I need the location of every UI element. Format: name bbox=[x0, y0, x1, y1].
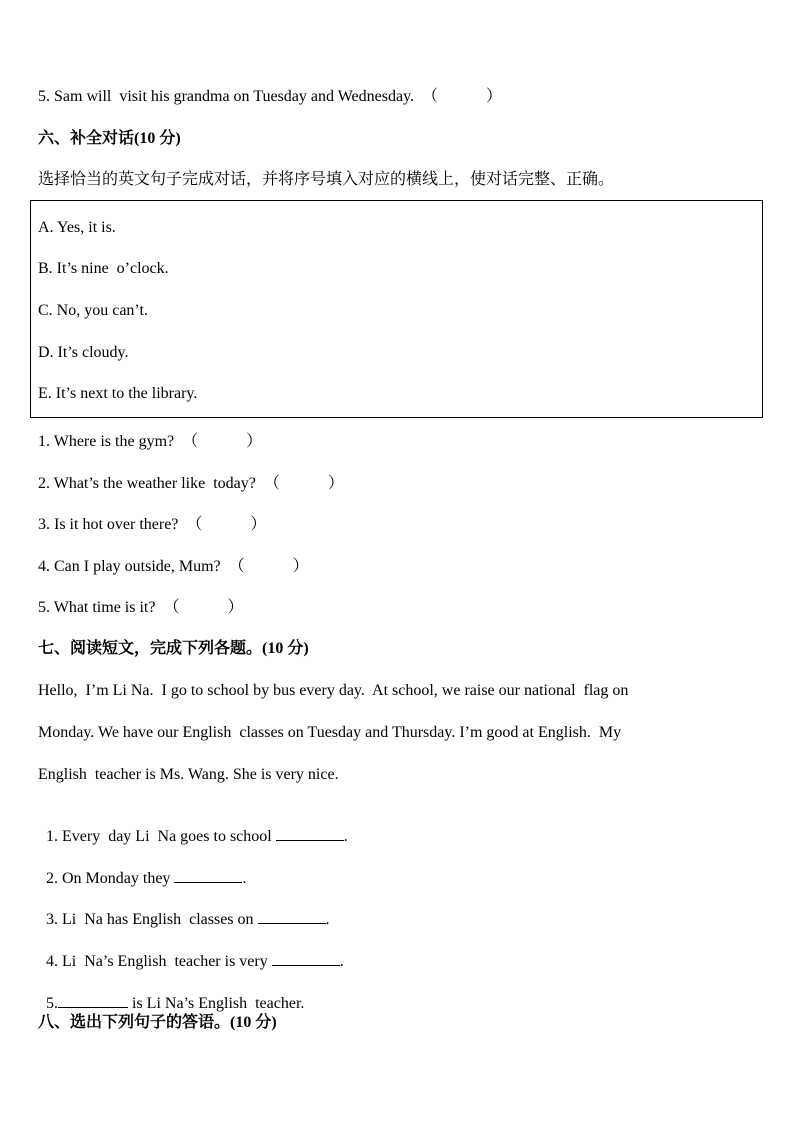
section-7-title: 七、阅读短文，完成下列各题。(10 分) bbox=[38, 640, 309, 657]
reading-question-5 bbox=[38, 973, 304, 1014]
option-c: C. No, you can’t. bbox=[38, 302, 148, 319]
section-6-instruction: 选择恰当的英文句子完成对话，并将序号填入对应的横线上，使对话完整、正确。 bbox=[38, 171, 615, 188]
dialog-question-3: 3. Is it hot over there? （ ） bbox=[38, 516, 267, 533]
reading-question-2-text: 2. On Monday they bbox=[46, 870, 175, 887]
reading-question-4 bbox=[38, 931, 344, 972]
reading-question-2 bbox=[38, 848, 246, 889]
option-d: D. It’s cloudy. bbox=[38, 344, 129, 361]
dialog-question-1: 1. Where is the gym? （ ） bbox=[38, 433, 263, 450]
answer-blank[interactable] bbox=[174, 868, 242, 883]
passage-line-1: Hello, I’m Li Na. I go to school by bus every day. At school, we raise our national flag on bbox=[38, 682, 629, 699]
reading-question-3 bbox=[38, 889, 330, 930]
reading-question-3-text: 3. Li Na has English classes on bbox=[46, 911, 258, 928]
question-5-top: 5. Sam will visit his grandma on Tuesday and Wednesday. （ ） bbox=[38, 88, 503, 105]
passage-line-3: English teacher is Ms. Wang. She is very nice. bbox=[38, 766, 339, 783]
answer-blank[interactable] bbox=[58, 993, 128, 1008]
passage-line-2: Monday. We have our English classes on Tuesday and Thursday. I’m good at English. My bbox=[38, 724, 622, 741]
reading-question-3-end: . bbox=[325, 911, 330, 928]
answer-blank[interactable] bbox=[276, 826, 344, 841]
answer-blank[interactable] bbox=[258, 909, 326, 924]
reading-question-2-end: . bbox=[242, 870, 247, 887]
dialog-question-5: 5. What time is it? （ ） bbox=[38, 599, 244, 616]
reading-question-1-end: . bbox=[343, 828, 348, 845]
option-a: A. Yes, it is. bbox=[38, 219, 116, 236]
option-b: B. It’s nine o’clock. bbox=[38, 260, 169, 277]
option-e: E. It’s next to the library. bbox=[38, 385, 198, 402]
reading-question-5-end: is Li Na’s English teacher. bbox=[128, 995, 305, 1012]
reading-question-4-end: . bbox=[339, 953, 344, 970]
section-8-title: 八、选出下列句子的答语。(10 分) bbox=[38, 1014, 277, 1031]
dialog-question-4: 4. Can I play outside, Mum? （ ） bbox=[38, 558, 309, 575]
reading-question-4-text: 4. Li Na’s English teacher is very bbox=[46, 953, 272, 970]
reading-question-5-text: 5. bbox=[46, 995, 58, 1012]
reading-question-1-text: 1. Every day Li Na goes to school bbox=[46, 828, 276, 845]
dialog-question-2: 2. What’s the weather like today? （ ） bbox=[38, 475, 344, 492]
answer-blank[interactable] bbox=[272, 951, 340, 966]
section-6-title: 六、补全对话(10 分) bbox=[38, 130, 181, 147]
reading-question-1 bbox=[38, 806, 348, 847]
